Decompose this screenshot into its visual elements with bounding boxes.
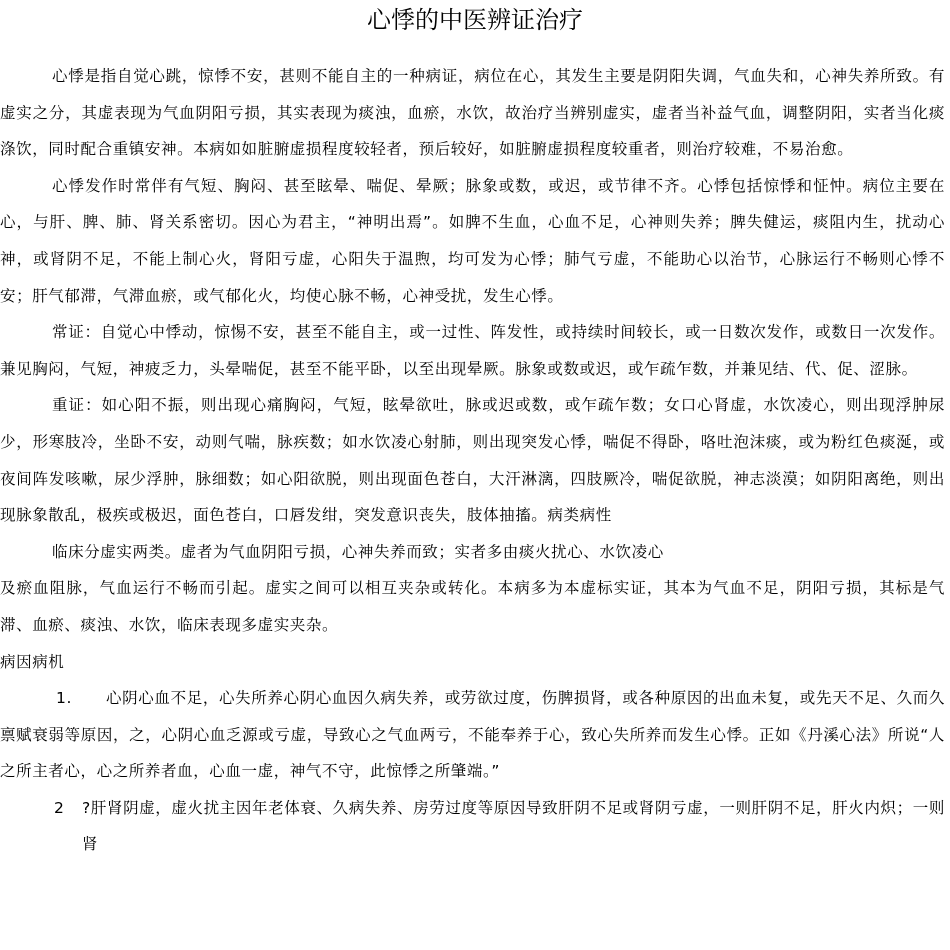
document-title: 心悸的中医辨证治疗 bbox=[367, 6, 583, 34]
document-body bbox=[0, 58, 945, 863]
section-heading-etiology: 病因病机 bbox=[0, 652, 65, 671]
paragraph-definition: 心悸是指自觉心跳，惊悸不安，甚则不能自主的一种病证，病位在心，其发生主要是阴阳失调，气血失和，心神失养所致。有虚实之分，其虚表现为气血阴阳亏损，其实表现为痰浊，血瘀，水饮，故治疗当辨别虚实，虚者当补益气血，调整阴阳，实者当化痰涤饮，同时配合重镇安神。本病如如脏腑虚损程度较轻者，预后较好，如脏腑虚损程度较重者，则治疗较难，不易治愈。 bbox=[0, 67, 945, 159]
list-item-text: 心阴心血不足，心失所养心阴心血因久病失养，或劳欲过度，伤脾损肾，或各种原因的出血未复，或先天不足、久而久禀赋衰弱等原因，之，心阴心血乏源或亏虚，导致心之气血两亏，不能奉养于心，致心失所养而发生心悸。正如《丹溪心法》所说“人之所主者心，心之所养者血，心血一虚，神气不守，此惊悸之所肇端。” bbox=[0, 689, 945, 781]
list-item bbox=[0, 680, 945, 790]
list-item-number: 1. bbox=[56, 689, 72, 708]
list-item-number: 2 bbox=[54, 798, 65, 817]
paragraph-classification: 临床分虚实两类。虚者为气血阴阳亏损，心神失养而致；实者多由痰火扰心、水饮凌心 bbox=[52, 542, 664, 561]
list-item-text: ?肝肾阴虚，虚火扰主因年老体衰、久病失养、房劳过度等原因导致肝阴不足或肾阴亏虚，一则肝阴不足，肝火内炽；一则肾 bbox=[82, 798, 945, 854]
list-item bbox=[0, 790, 945, 863]
paragraph-severe-syndrome: 重证：如心阳不振，则出现心痛胸闷，气短，眩晕欲吐，脉或迟或数，或乍疏乍数；女口心肾虚，水饮凌心，则出现浮肿尿少，形寒肢冷，坐卧不安，动则气喘，脉疾数；如水饮凌心射肺，则出现突发心悸，喘促不得卧，咯吐泡沫痰，或为粉红色痰涎，或夜间阵发咳嗽，尿少浮肿，脉细数；如心阳欲脱，则出现面色苍白，大汗淋漓，四肢厥冷，喘促欲脱，神志淡漠；如阴阳离绝，则出现脉象散乱，极疾或极迟，面色苍白，口唇发绀，突发意识丧失，肢体抽搐。病类病性 bbox=[0, 396, 945, 525]
paragraph-common-syndrome: 常证：自觉心中悸动，惊惕不安，甚至不能自主，或一过性、阵发性，或持续时间较长，或一日数次发作，或数日一次发作。兼见胸闷，气短，神疲乏力，头晕喘促，甚至不能平卧，以至出现晕厥。脉象或数或迟，或乍疏乍数，并兼见结、代、促、涩脉。 bbox=[0, 323, 945, 378]
paragraph-classification-continued: 及瘀血阻脉，气血运行不畅而引起。虚实之间可以相互夹杂或转化。本病多为本虚标实证，其本为气血不足，阴阳亏损，其标是气滞、血瘀、痰浊、水饮，临床表现多虚实夹杂。 bbox=[0, 579, 945, 634]
paragraph-symptoms: 心悸发作时常伴有气短、胸闷、甚至眩晕、喘促、晕厥；脉象或数，或迟，或节律不齐。心悸包括惊悸和怔忡。病位主要在心，与肝、脾、肺、肾关系密切。因心为君主，“神明出焉”。如脾不生血，心血不足，心神则失养；脾失健运，痰阻内生，扰动心神，或肾阴不足，不能上制心火，肾阳亏虚，心阳失于温煦，均可发为心悸；肺气亏虚，不能助心以治节，心脉运行不畅则心悸不安；肝气郁滞，气滞血瘀，或气郁化火，均使心脉不畅，心神受扰，发生心悸。 bbox=[0, 176, 945, 305]
